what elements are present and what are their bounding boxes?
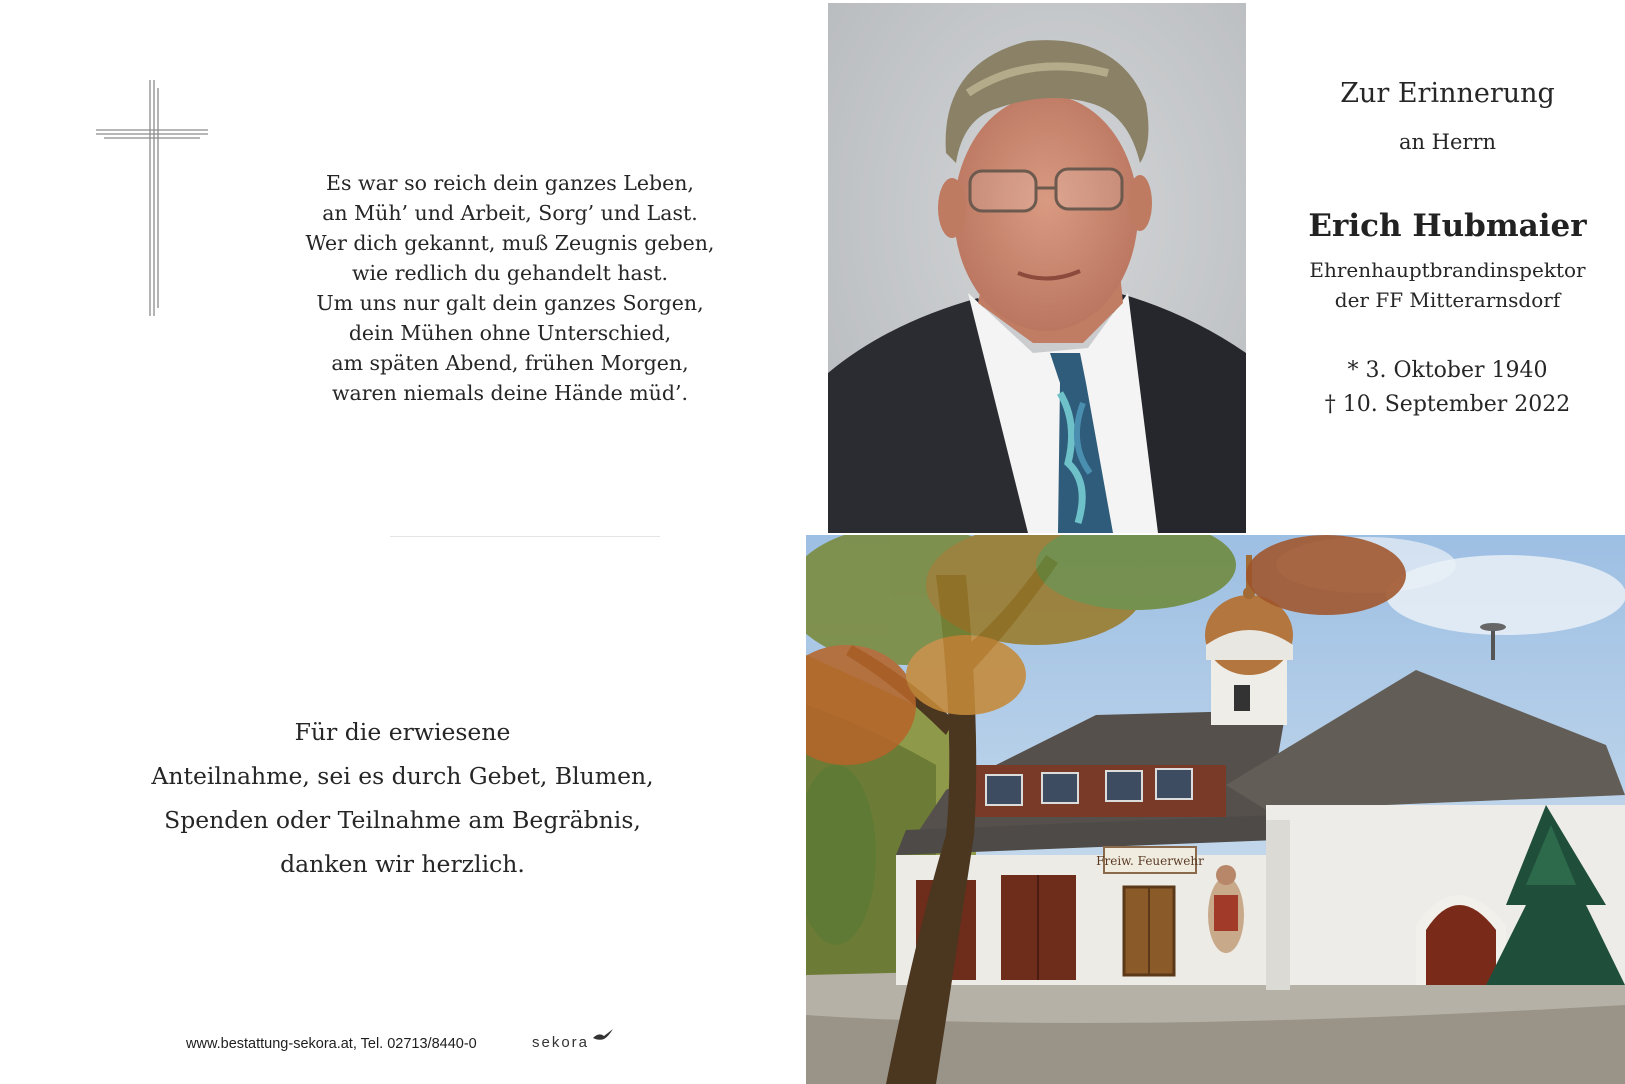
thanks-line: Für die erwiesene — [294, 718, 511, 746]
footer-contact: www.bestattung-sekora.at, Tel. 02713/8440-0 — [186, 1036, 477, 1052]
death-date: † 10. September 2022 — [1324, 392, 1571, 417]
poem — [280, 168, 740, 408]
station-sign: Freiw. Feuerwehr — [1096, 854, 1204, 868]
thanks-line: Spenden oder Teilnahme am Begräbnis, — [164, 806, 641, 834]
poem-line: an Müh’ und Arbeit, Sorg’ und Last. — [322, 201, 698, 225]
deceased-name: Erich Hubmaier — [1308, 208, 1587, 244]
thanks-line: danken wir herzlich. — [280, 850, 525, 878]
memorial-subheading: an Herrn — [1398, 130, 1497, 154]
logo-text: sekora — [532, 1034, 590, 1051]
portrait-photo — [828, 3, 1246, 533]
deceased-organization: der FF Mitterarnsdorf — [1334, 288, 1561, 312]
memorial-heading: Zur Erinnerung — [1340, 78, 1555, 109]
poem-line: Es war so reich dein ganzes Leben, — [326, 171, 694, 195]
fold-divider — [390, 536, 660, 537]
poem-line: Um uns nur galt dein ganzes Sorgen, — [316, 291, 704, 315]
poem-line: am späten Abend, frühen Morgen, — [331, 351, 689, 375]
poem-line: Wer dich gekannt, muß Zeugnis geben, — [305, 231, 715, 255]
thanks-line: Anteilnahme, sei es durch Gebet, Blumen, — [151, 762, 654, 790]
bird-icon — [592, 1028, 614, 1044]
poem-line: waren niemals deine Hände müd’. — [331, 381, 689, 405]
poem-line: dein Mühen ohne Unterschied, — [348, 321, 672, 345]
deceased-title: Ehrenhauptbrandinspektor — [1309, 258, 1586, 282]
birth-date: * 3. Oktober 1940 — [1347, 358, 1548, 383]
poem-line: wie redlich du gehandelt hast. — [351, 261, 669, 285]
thanks-message — [115, 710, 690, 886]
cross-icon — [94, 78, 210, 318]
fire-station-painting — [806, 535, 1625, 1084]
funeral-home-logo — [532, 1030, 612, 1056]
